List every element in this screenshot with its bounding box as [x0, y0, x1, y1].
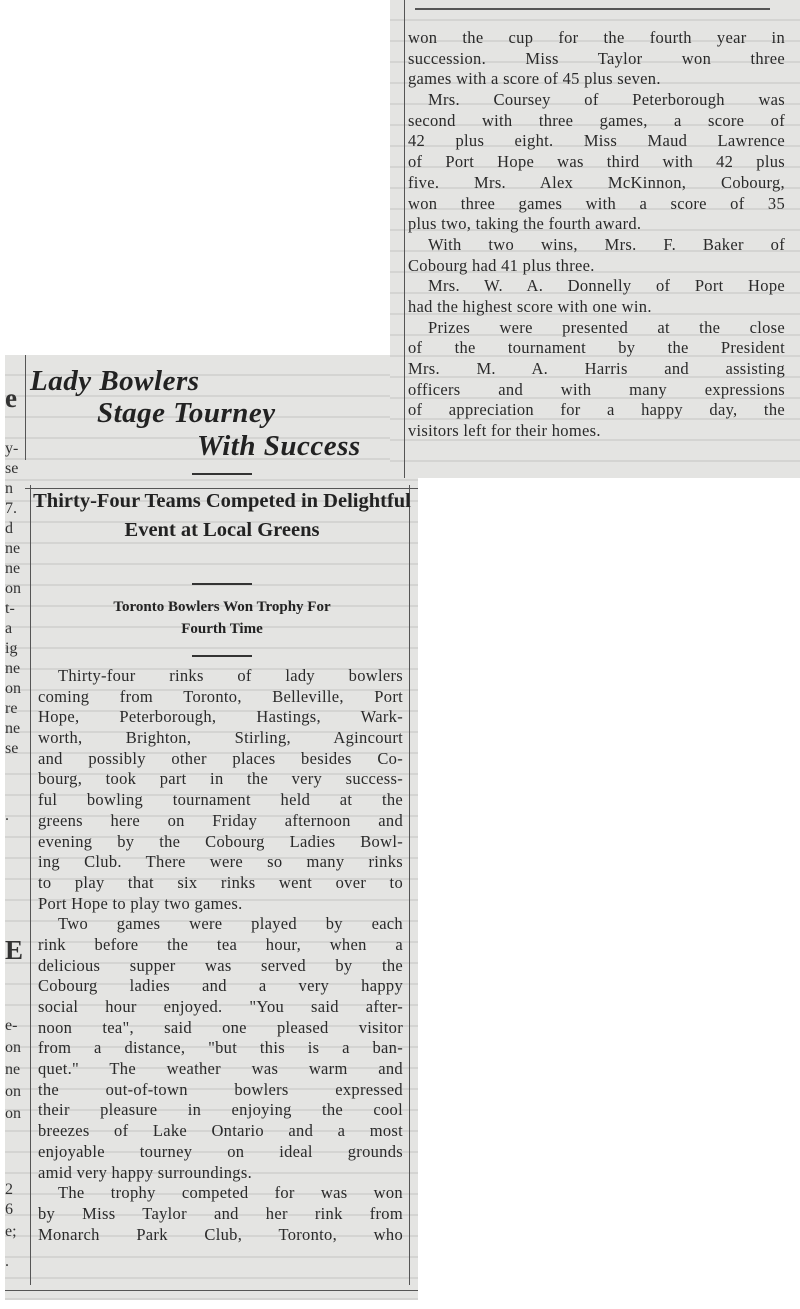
deck-line-1: Toronto Bowlers Won Trophy For [113, 599, 331, 615]
column-fragment: ne [5, 720, 21, 737]
bottom-rule [5, 1290, 418, 1291]
text-line: officers and with many expressions [408, 379, 785, 399]
column-rule [30, 485, 31, 1285]
text-line: plus two, taking the fourth award. [408, 214, 642, 234]
column-fragment: on [5, 1039, 21, 1056]
text-line: evening by the Cobourg Ladies Bowl- [38, 831, 403, 851]
left-clipping [5, 355, 418, 1300]
article-body [38, 666, 403, 1245]
deck [33, 596, 411, 640]
deck-line-2: Fourth Time [181, 621, 263, 637]
column-fragment: ne [5, 560, 21, 577]
column-fragment: on [5, 580, 21, 597]
text-line: of the tournament by the President [408, 338, 785, 358]
text-line: five. Mrs. Alex McKinnon, Cobourg, [408, 172, 785, 192]
column-fragment: se [5, 460, 19, 477]
divider [192, 583, 252, 585]
column-fragment: 2 [5, 1181, 13, 1198]
column-fragment: ig [5, 640, 18, 657]
text-line: Cobourg had 41 plus three. [408, 255, 595, 275]
text-line: by Miss Taylor and her rink from [38, 1203, 403, 1223]
headline-line-3: With Success [197, 430, 361, 462]
headline-line-1: Lady Bowlers [30, 365, 200, 397]
column-rule [404, 0, 405, 478]
text-line: worth, Brighton, Stirling, Agincourt [38, 728, 403, 748]
column-fragment: re [5, 700, 18, 717]
column-fragment: y- [5, 440, 19, 457]
text-line: to play that six rinks went over to [38, 872, 403, 892]
column-fragment: . [5, 1253, 9, 1270]
text-line: social hour enjoyed. "You said after- [38, 997, 403, 1016]
divider [192, 473, 252, 475]
text-line: their pleasure in enjoying the cool [38, 1100, 403, 1120]
text-line: from a distance, "but this is a ban- [38, 1038, 403, 1058]
text-line: won three games with a score of 35 [408, 193, 785, 213]
text-line: With two wins, Mrs. F. Baker of [428, 234, 785, 254]
text-line: Hope, Peterborough, Hastings, Wark- [38, 707, 403, 727]
text-line: Thirty-four rinks of lady bowlers [58, 666, 403, 685]
text-line: greens here on Friday afternoon and [38, 810, 403, 830]
column-fragment: e; [5, 1223, 17, 1240]
text-line: Two games were played by each [58, 914, 403, 934]
text-line: amid very happy surroundings. [38, 1162, 252, 1182]
text-line: visitors left for their homes. [408, 421, 601, 441]
column-fragment: ne [5, 660, 21, 677]
text-line: Mrs. Coursey of Peterborough was [428, 90, 785, 110]
text-line: of Port Hope was third with 42 plus [408, 152, 785, 172]
text-line: Mrs. M. A. Harris and assisting [408, 359, 785, 378]
column-fragment: a [5, 620, 13, 637]
text-line: The trophy competed for was won [58, 1183, 403, 1203]
column-fragment: ne [5, 1061, 21, 1078]
text-line: second with three games, a score of [408, 110, 785, 130]
text-line: bourg, took part in the very success- [38, 769, 403, 789]
text-line: 42 plus eight. Miss Maud Lawrence [408, 131, 785, 151]
text-line: Cobourg ladies and a very happy [38, 976, 403, 996]
column-fragment: 6 [5, 1201, 13, 1218]
text-line: enjoyable tourney on ideal grounds [38, 1141, 403, 1161]
text-line: succession. Miss Taylor won three [408, 48, 785, 68]
column-fragment: e- [5, 1017, 18, 1034]
column-fragment: n [5, 480, 13, 497]
text-line: breezes of Lake Ontario and a most [38, 1121, 403, 1141]
headline-line-2: Stage Tourney [97, 397, 276, 429]
right-clipping [390, 0, 800, 478]
text-line: games with a score of 45 plus seven. [408, 69, 661, 89]
text-line: ing Club. There were so many rinks [38, 852, 403, 872]
column-fragment: e [5, 383, 17, 413]
top-rule [415, 8, 770, 10]
article-continuation [408, 28, 785, 442]
text-line: Monarch Park Club, Toronto, who [38, 1224, 403, 1244]
text-line: coming from Toronto, Belleville, Port [38, 686, 403, 706]
subheadline: Thirty-Four Teams Competed in Delightful Event at Local Greens [33, 490, 411, 541]
text-line: quet." The weather was warm and [38, 1059, 403, 1079]
text-line: noon tea", said one pleased visitor [38, 1017, 403, 1037]
column-fragment: on [5, 1083, 21, 1100]
text-line: the out-of-town bowlers expressed [38, 1079, 403, 1099]
column-fragment: ne [5, 540, 21, 557]
text-line: delicious supper was served by the [38, 955, 403, 975]
text-line: Port Hope to play two games. [38, 893, 243, 913]
column-fragment: on [5, 1105, 21, 1122]
text-line: rink before the tea hour, when a [38, 934, 403, 954]
text-line: ful bowling tournament held at the [38, 790, 403, 810]
column-fragment: E [5, 935, 24, 965]
column-fragment: on [5, 680, 21, 697]
text-line: had the highest score with one win. [408, 296, 652, 316]
column-fragment: d [5, 520, 13, 537]
column-fragment: se [5, 740, 19, 757]
text-line: of appreciation for a happy day, the [408, 400, 785, 420]
text-line: Prizes were presented at the close [428, 317, 785, 337]
text-line: won the cup for the fourth year in [408, 28, 785, 47]
column-fragment: t- [5, 600, 15, 617]
text-line: Mrs. W. A. Donnelly of Port Hope [428, 276, 785, 296]
text-line: and possibly other places besides Co- [38, 748, 403, 768]
divider [192, 655, 252, 657]
column-fragment: . [5, 807, 9, 824]
column-fragment: 7. [5, 500, 17, 517]
column-rule [25, 355, 26, 460]
